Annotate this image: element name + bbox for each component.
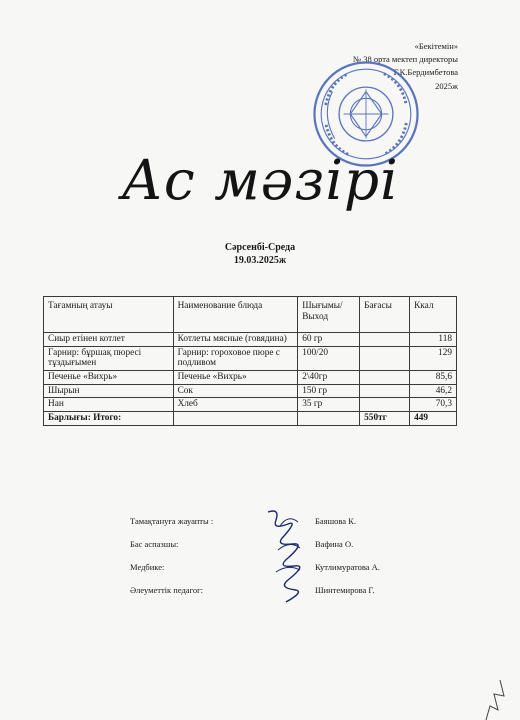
cell-price (360, 398, 410, 412)
cell-name-kz: Печенье «Вихрь» (44, 371, 174, 385)
staff-row (130, 539, 430, 562)
cell-name-ru: Котлеты мясные (говядина) (173, 333, 298, 347)
cell-name-ru: Сок (173, 384, 298, 398)
table-header-row (44, 297, 457, 333)
cell-kcal: 46,2 (410, 384, 457, 398)
staff-role: Бас аспазшы: (130, 539, 179, 549)
total-empty (173, 412, 298, 426)
approval-position: № 38 орта мектеп директоры (352, 54, 458, 65)
cell-output: 150 гр (298, 384, 360, 398)
cell-name-kz: Сиыр етінен котлет (44, 333, 174, 347)
cell-output: 2\40гр (298, 371, 360, 385)
staff-role: Медбике: (130, 562, 165, 572)
table-row (44, 346, 457, 370)
cell-kcal: 118 (410, 333, 457, 347)
header-cell: Тағамның атауы (44, 297, 174, 333)
cell-price (360, 384, 410, 398)
staff-row (130, 585, 430, 608)
header-cell: Шығымы/ Выход (298, 297, 360, 333)
header-cell: Наименование блюда (173, 297, 298, 333)
total-label: Барлығы: Итого: (44, 412, 174, 426)
approval-year: 2025ж (435, 80, 458, 91)
staff-name: Шинтемирова Г. (315, 585, 375, 595)
header-cell: Ккал (410, 297, 457, 333)
staff-row (130, 516, 430, 539)
cell-name-ru: Печенье «Вихрь» (173, 371, 298, 385)
table-row (44, 398, 457, 412)
cell-output: 60 гр (298, 333, 360, 347)
scan-mark-icon (478, 650, 508, 720)
weekday-label: Сәрсенбі-Среда (224, 242, 296, 253)
staff-list (130, 516, 430, 608)
cell-kcal: 85,6 (410, 371, 457, 385)
staff-role: Тамақтануға жауапты : (130, 516, 214, 526)
total-price: 550тг (360, 412, 410, 426)
staff-name: Вафина О. (315, 539, 354, 549)
approval-heading: «Бекітемін» (414, 41, 458, 51)
cell-name-kz: Нан (44, 398, 174, 412)
cell-price (360, 346, 410, 370)
staff-row (130, 562, 430, 585)
page-title: Ас мәзірі (121, 148, 399, 212)
cell-price (360, 333, 410, 347)
cell-name-ru: Хлеб (173, 398, 298, 412)
staff-name: Баяшова К. (315, 516, 356, 526)
table-row (44, 333, 457, 347)
cell-price (360, 371, 410, 385)
staff-name: Кутлимуратова А. (315, 562, 380, 572)
staff-role: Әлеуметтік педагог: (130, 585, 203, 595)
cell-output: 35 гр (298, 398, 360, 412)
cell-output: 100/20 (298, 346, 360, 370)
table-row (44, 371, 457, 385)
cell-kcal: 70,3 (410, 398, 457, 412)
menu-table (43, 296, 457, 426)
total-empty (298, 412, 360, 426)
approval-name: Г.К.Бердимбетова (393, 67, 458, 78)
header-cell: Бағасы (360, 297, 410, 333)
table-row (44, 384, 457, 398)
date-label: 19.03.2025ж (233, 255, 287, 266)
cell-name-kz: Шырын (44, 384, 174, 398)
cell-name-ru: Гарнир: гороховое пюре с подливом (173, 346, 298, 370)
total-row (44, 412, 457, 426)
total-kcal: 449 (410, 412, 457, 426)
cell-name-kz: Гарнир: бұршақ пюресі тұздығымен (44, 346, 174, 370)
subtitle (0, 241, 520, 267)
cell-kcal: 129 (410, 346, 457, 370)
